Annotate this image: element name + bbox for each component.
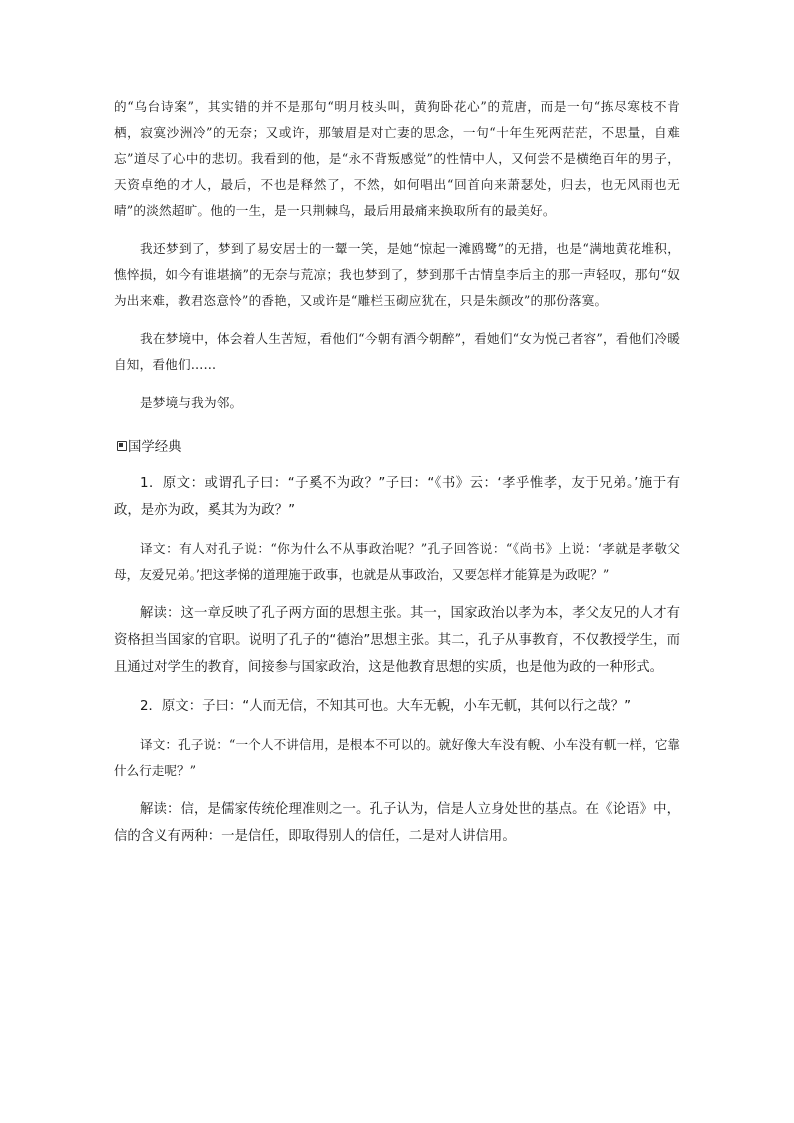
essay-paragraph-3: 我在梦境中，体会着人生苦短，看他们“今朝有酒今朝醉”，看她们“女为悦己者容”，看他们冷暖自知，看他们……: [114, 331, 680, 372]
item-2-original: 2．原文：子曰：“人而无信，不知其可也。大车无輗，小车无軏，其何以行之哉？”: [140, 699, 632, 714]
section-heading: [116, 432, 680, 458]
item-2-translation: 译文：孔子说：“一个人不讲信用，是根本不可以的。就好像大车没有輗、小车没有軏一样，它靠什么行走呢？”: [114, 737, 680, 778]
item-1-translation: 译文：有人对孔子说：“你为什么不从事政治呢？”孔子回答说：“《尚书》上说：‘孝就是孝敬父母，友爱兄弟。’把这孝悌的道理施于政事，也就是从事政治，又要怎样才能算是为政呢？”: [114, 541, 680, 582]
page-content: [114, 94, 680, 850]
item-2-explanation: 解读：信，是儒家传统伦理准则之一。孔子认为，信是人立身处世的基点。在《论语》中，信的含义有两种：一是信任，即取得别人的信任，二是对人讲信用。: [114, 802, 680, 844]
square-bullet-icon: [116, 440, 127, 451]
essay-paragraph-1: 的“乌台诗案”，其实错的并不是那句“明月枝头叫，黄狗卧花心”的荒唐，而是一句“拣尽寒枝不肯栖，寂寞沙洲冷”的无奈；又或许，那皱眉是对亡妻的思念，一句“十年生死两茫茫，不思量，自难忘”道尽了心中的悲切。我看到的他，是“永不背叛感觉”的性情中人，又何尝不是横绝百年的男子，天资卓绝的才人，最后，不也是释然了，不然，如何唱出“回首向来萧瑟处，归去，也无风雨也无晴”的淡然超旷。他的一生，是一只荆棘鸟，最后用最痛来换取所有的最美好。: [114, 99, 680, 218]
item-1-original: 1．原文：或谓孔子曰：“子奚不为政？”子曰：“《书》云：‘孝乎惟孝，友于兄弟。’施于有政，是亦为政，奚其为为政？”: [114, 476, 680, 518]
essay-paragraph-4: 是梦境与我为邻。: [140, 395, 243, 410]
item-1-explanation: 解读：这一章反映了孔子两方面的思想主张。其一，国家政治以孝为本，孝父友兄的人才有资格担当国家的官职。说明了孔子的“德治”思想主张。其二，孔子从事教育，不仅教授学生，而且通过对学生的教育，间接参与国家政治，这是他教育思想的实质，也是他为政的一种形式。: [114, 606, 680, 675]
essay-paragraph-2: 我还梦到了，梦到了易安居士的一颦一笑，是她“惊起一滩鸥鹭”的无措，也是“满地黄花堆积，憔悴损，如今有谁堪摘”的无奈与荒凉；我也梦到了，梦到那千古情皇李后主的那一声轻叹，那句“奴为出来难，教君恣意怜”的香艳，又或许是“雕栏玉砌应犹在，只是朱颜改”的那份落寞。: [114, 241, 680, 308]
section-title: 国学经典: [128, 439, 182, 455]
